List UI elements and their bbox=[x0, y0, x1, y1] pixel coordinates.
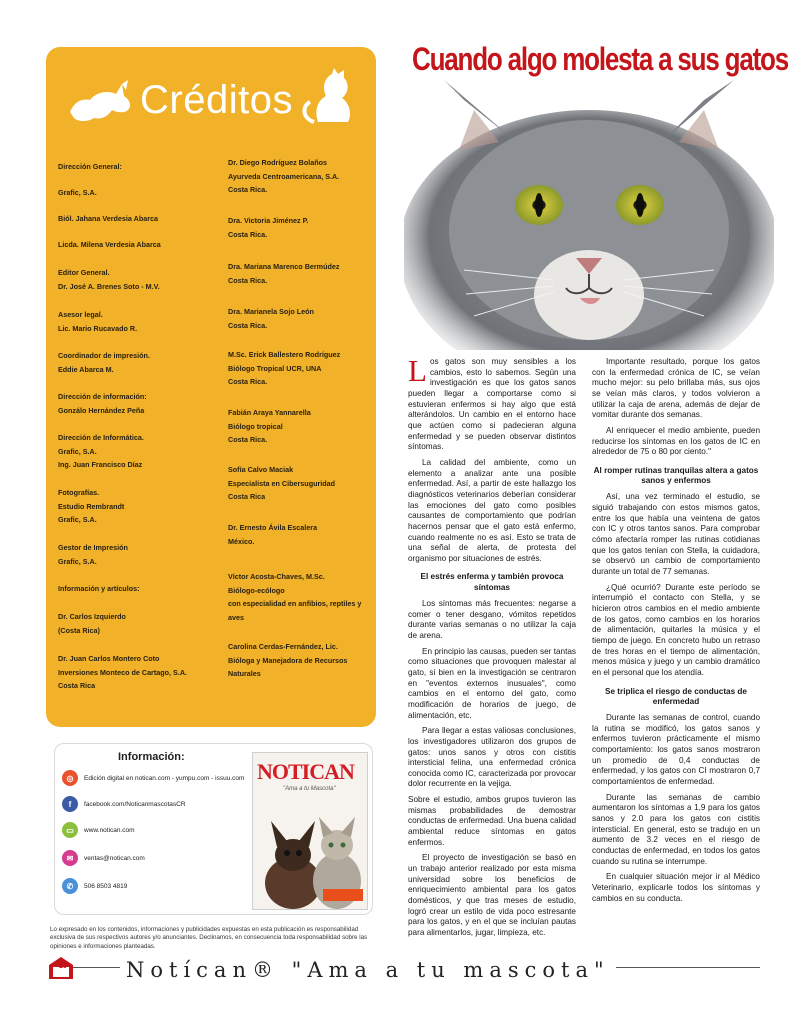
credit-line: Dirección de Informática. bbox=[58, 433, 144, 442]
credit-line: Costa Rica. bbox=[228, 185, 268, 195]
section-heading: Al romper rutinas tranquilas altera a gatos sanos y enfermos bbox=[593, 465, 759, 486]
credit-line: Costa Rica. bbox=[228, 320, 268, 330]
article-paragraph: Durante las semanas de control, cuando la rutina se modificó, los gatos sanos y enfermos tuvieron prácticamente el mismo comportamiento: los gatos sanos mostraron un promedio de 0,4 conductas de enfermedad, y los gatos con CI mostraron 0,7 comportamientos de enfermedad. bbox=[592, 713, 760, 786]
credit-line: Dra. Marianela Sojo León bbox=[228, 307, 314, 316]
credit-line: Bióloga y Manejadora de Recursos Naturales bbox=[228, 655, 348, 679]
article-paragraph: Al enriquecer el medio ambiente, pueden reducirse los síntomas en los gatos de IC en alrededor de 75 o 80 por ciento." bbox=[592, 425, 760, 457]
credit-line: Grafic, S.A. bbox=[58, 515, 97, 525]
article-column-2 bbox=[592, 357, 760, 909]
credit-line: Costa Rica. bbox=[228, 229, 268, 239]
credit-line: Dr. Ernesto Ávila Escalera bbox=[228, 523, 318, 532]
info-row-phone bbox=[62, 875, 127, 897]
credit-entry bbox=[228, 521, 317, 548]
section-heading: El estrés enferma y también provoca síntomas bbox=[420, 572, 564, 592]
credit-line: Ing. Juan Francisco Díaz bbox=[58, 460, 143, 470]
cover-tagline: "Ama a tu Mascota" bbox=[283, 786, 336, 792]
credit-line: Lic. Mario Rucavado R. bbox=[58, 323, 138, 333]
credit-entry bbox=[228, 156, 339, 197]
credit-line: Inversiones Monteco de Cartago, S.A. bbox=[58, 667, 188, 677]
info-title: Información: bbox=[118, 751, 185, 763]
paragraph-text: os gatos son muy sensibles a los cambios, esto lo sabemos. Según una investigación es que los gatos sanos pueden llegar a comportarse como si estuvieran enfermos si hay algo que está alterándolos. Un cambio en el entorno hace que actúen como si padecieran alguna enfermedad y se pueden observar distintos síntomas. bbox=[408, 357, 576, 452]
credit-line: Estudio Rembrandt bbox=[58, 501, 125, 511]
article-paragraph bbox=[408, 353, 576, 453]
credit-line: Biólogo Tropical UCR, UNA bbox=[228, 363, 322, 373]
credit-line: Dr. Diego Rodríguez Bolaños bbox=[228, 158, 328, 167]
article-paragraph: Importante resultado, porque los gatos con la enfermedad crónica de IC, se veían mucho mejor: su pelo brillaba más, sus ojos se veían más claros, y todos volvieron a utilizar la caja de arena, además de dejar de vomitar durante dos semanas. bbox=[592, 357, 760, 420]
info-row-web[interactable] bbox=[62, 819, 135, 841]
credit-line: Información y artículos: bbox=[58, 584, 140, 593]
credit-line: Dr. Carlos Izquierdo bbox=[58, 612, 126, 621]
credit-line: Víctor Acosta-Chaves, M.Sc. bbox=[228, 572, 325, 581]
info-text[interactable]: www.notican.com bbox=[84, 826, 135, 834]
info-row-facebook[interactable] bbox=[62, 793, 186, 815]
article-paragraph: La calidad del ambiente, como un elemento a analizar ante una posible enfermedad. Así, a partir de este hallazgo los diagnósticos veterinarios deberían considerar las emociones del gato como posibles causantes de comportamiento que podrían hacernos pensar que el gato está enfermo, cuando realmente no es así. Esto se trata de una señal de alerta, de protesta del organismo por situaciones de estrés. bbox=[408, 457, 576, 563]
credit-entry bbox=[58, 349, 150, 376]
cat-photo bbox=[404, 80, 774, 350]
article-paragraph: Para llegar a estas valiosas conclusiones, los investigadores utilizaron dos grupos de gatos: unos sanos y otros con cistitis intersticial felina, una enfermedad crónica conocida como IC, caracterizada por provocar dolor recurrente en la vejiga. bbox=[408, 726, 576, 789]
credit-line: Licda. Milena Verdesia Abarca bbox=[58, 240, 161, 249]
credit-line: (Costa Rica) bbox=[58, 625, 100, 635]
jumping-cat-icon bbox=[64, 74, 136, 124]
credit-entry bbox=[58, 610, 126, 637]
globe-icon: ◎ bbox=[62, 770, 78, 786]
article-paragraph: El proyecto de investigación se basó en un trabajo anterior realizado por esta misma universidad sobre los beneficios de enriquecimiento ambiental para los gatos domésticos, y que tras meses de estudio, logró crear un estilo de vida poco estresante para los gatos, y en el que se incluían pautas para alimentarlos, jugar, limpieza, etc. bbox=[408, 853, 576, 937]
article-paragraph: Así, una vez terminado el estudio, se siguió trabajando con estos mismos gatos, entre los que había una veintena de gatos con IC y otros tantos sanos. Para comprobar cómo afectaría romper las rutinas cotidianas que los gatos tenían con Stella, la cuidadora, se observó un cambio de comportamiento durante un total de 77 semanas. bbox=[592, 492, 760, 576]
credit-line: Dr. José A. Brenes Soto - M.V. bbox=[58, 281, 160, 291]
credit-line: Dirección de información: bbox=[58, 392, 147, 401]
credit-line: Costa Rica. bbox=[228, 377, 268, 387]
credit-entry bbox=[228, 570, 370, 625]
credit-line: Biólogo tropical bbox=[228, 421, 283, 431]
credit-line: Costa Rica. bbox=[228, 275, 268, 285]
credits-heading: Créditos bbox=[140, 78, 293, 122]
article-paragraph: En cualquier situación mejor ir al Médico Veterinario, explicarle todos los síntomas y cambios en su conducta. bbox=[592, 872, 760, 903]
credit-line: Dirección General: bbox=[58, 162, 122, 171]
credit-line: Especialista en Cibersuguridad bbox=[228, 478, 336, 488]
credit-entry bbox=[58, 431, 144, 472]
info-row-mail[interactable] bbox=[62, 847, 145, 869]
credit-line: Editor General. bbox=[58, 268, 110, 277]
footer-slogan: Notícan® "Ama a tu mascota" bbox=[120, 958, 616, 982]
phone-icon: ✆ bbox=[62, 878, 78, 894]
info-text: 506 8503 4819 bbox=[84, 882, 128, 890]
credit-entry bbox=[228, 214, 308, 241]
article-paragraph: Sobre el estudio, ambos grupos tuvieron las mismas probabilidades de demostrar conductas de enfermedad. Una buena calidad ambiental reduce síntomas en gatos enfermos. bbox=[408, 795, 576, 847]
credit-entry bbox=[58, 266, 160, 293]
article-column-1 bbox=[408, 353, 576, 944]
magazine-cover bbox=[252, 752, 368, 910]
web-icon: ▭ bbox=[62, 822, 78, 838]
credit-line: Dra. Victoria Jiménez P. bbox=[228, 216, 309, 225]
credit-line: Grafic, S.A. bbox=[58, 556, 97, 566]
cover-logo: NOTICAN bbox=[257, 759, 354, 784]
credit-entry bbox=[58, 541, 128, 568]
credit-entry bbox=[228, 640, 370, 681]
dropcap: L bbox=[408, 353, 427, 388]
credit-line: Biól. Jahana Verdesia Abarca bbox=[58, 214, 159, 223]
cover-pets-illustration bbox=[253, 797, 367, 909]
credit-entry bbox=[58, 652, 187, 693]
credit-entry bbox=[228, 348, 340, 389]
credit-entry bbox=[58, 160, 122, 174]
credit-line: Fabián Araya Yannarella bbox=[228, 408, 311, 417]
credit-line: Coordinador de impresión. bbox=[58, 351, 150, 360]
credit-line: Costa Rica. bbox=[228, 435, 268, 445]
credit-line: Biólogo-ecólogo bbox=[228, 585, 285, 595]
credit-entry bbox=[58, 238, 161, 252]
credit-line: Ayurveda Centroamericana, S.A. bbox=[228, 171, 340, 181]
credit-line: con especialidad en anfibios, reptiles y aves bbox=[228, 599, 362, 623]
sitting-cat-icon bbox=[298, 66, 362, 126]
credit-line: Carolina Cerdas-Fernández, Lic. bbox=[228, 642, 338, 651]
section-heading: Se triplica el riesgo de conductas de enfermedad bbox=[605, 686, 747, 706]
info-text[interactable]: ventas@notican.com bbox=[84, 854, 145, 862]
mail-icon: ✉ bbox=[62, 850, 78, 866]
credit-line: Sofía Calvo Maciak bbox=[228, 465, 294, 474]
credit-entry bbox=[228, 260, 339, 287]
credit-line: M.Sc. Erick Ballestero Rodríguez bbox=[228, 350, 341, 359]
credit-entry bbox=[58, 212, 158, 226]
info-row-digital bbox=[62, 767, 244, 789]
credit-line: Gonzálo Hernández Peña bbox=[58, 405, 145, 415]
article-paragraph: Durante las semanas de cambio aumentaron los síntomas a 1,9 para los gatos sanos y 2.0 para los gatos con cistitis intersticial. En general, esto se tradujo en un aumento de 3.2 veces en el riesgo de conductas de enfermedad, en todos los gatos cuando su rutina se interrumpe. bbox=[592, 792, 760, 866]
credit-line: Costa Rica bbox=[58, 681, 96, 691]
credit-line: Eddie Abarca M. bbox=[58, 364, 114, 374]
credit-line: Gestor de Impresión bbox=[58, 543, 128, 552]
credit-entry bbox=[58, 308, 137, 335]
credit-line: Costa Rica bbox=[228, 492, 266, 502]
credit-line: México. bbox=[228, 536, 255, 546]
article-paragraph: ¿Qué ocurrió? Durante este período se interrumpió el contacto con Stella, y se hicieron otros cambios en el medio ambiente de los gatos, como cambios en los horarios de alimentación, quitarles la música y el tiempo de juego. En concreto hubo un retraso de tres horas en el tiempo de alimentación, menos música y juego y un cambio dramático en el personal que los atendía. bbox=[592, 582, 760, 677]
credit-entry bbox=[228, 305, 314, 332]
credit-line: Asesor legal. bbox=[58, 310, 103, 319]
info-text[interactable]: facebook.com/NoticanmascotasCR bbox=[84, 800, 186, 808]
credit-line: Dra. Mariana Marenco Bermúdez bbox=[228, 262, 340, 271]
credit-entry bbox=[58, 582, 139, 596]
credit-line: Grafic, S.A. bbox=[58, 188, 97, 197]
article-paragraph: Los síntomas más frecuentes: negarse a comer o tener desgano, vómitos repetidos durante varias semanas o no utilizar la caja de arena. bbox=[408, 598, 576, 640]
disclaimer: Lo expresado en los contenidos, informaciones y publicidades expuestas en esta publicación es responsabilidad exclusiva de sus respectivos autores y/o anunciantes. Declinamos, en consecuencia toda responsabilidad sobre las opiniones e informaciones planteadas. bbox=[50, 926, 368, 950]
info-text: Edición digital en notican.com - yumpu.com - issuu.com bbox=[84, 774, 245, 782]
credit-entry bbox=[228, 463, 335, 504]
page-number: 20 bbox=[59, 963, 67, 970]
credit-entry bbox=[58, 486, 124, 527]
credit-line: Grafic, S.A. bbox=[58, 446, 97, 456]
credit-entry bbox=[228, 406, 311, 447]
facebook-icon: f bbox=[62, 796, 78, 812]
credit-line: Dr. Juan Carlos Montero Coto bbox=[58, 654, 160, 663]
article-title: Cuando algo molesta a sus gatos bbox=[412, 40, 788, 78]
article-paragraph: En principio las causas, pueden ser tantas como situaciones que provoquen malestar al gato, si bien en la investigación se centraron en "eventos externos inusuales", como cambios en el entorno del gato, como modificación de horarios de juego, de alimentación, etc. bbox=[408, 646, 576, 720]
credit-entry bbox=[58, 186, 97, 200]
credit-entry bbox=[58, 390, 147, 417]
credit-line: Fotografías. bbox=[58, 488, 100, 497]
